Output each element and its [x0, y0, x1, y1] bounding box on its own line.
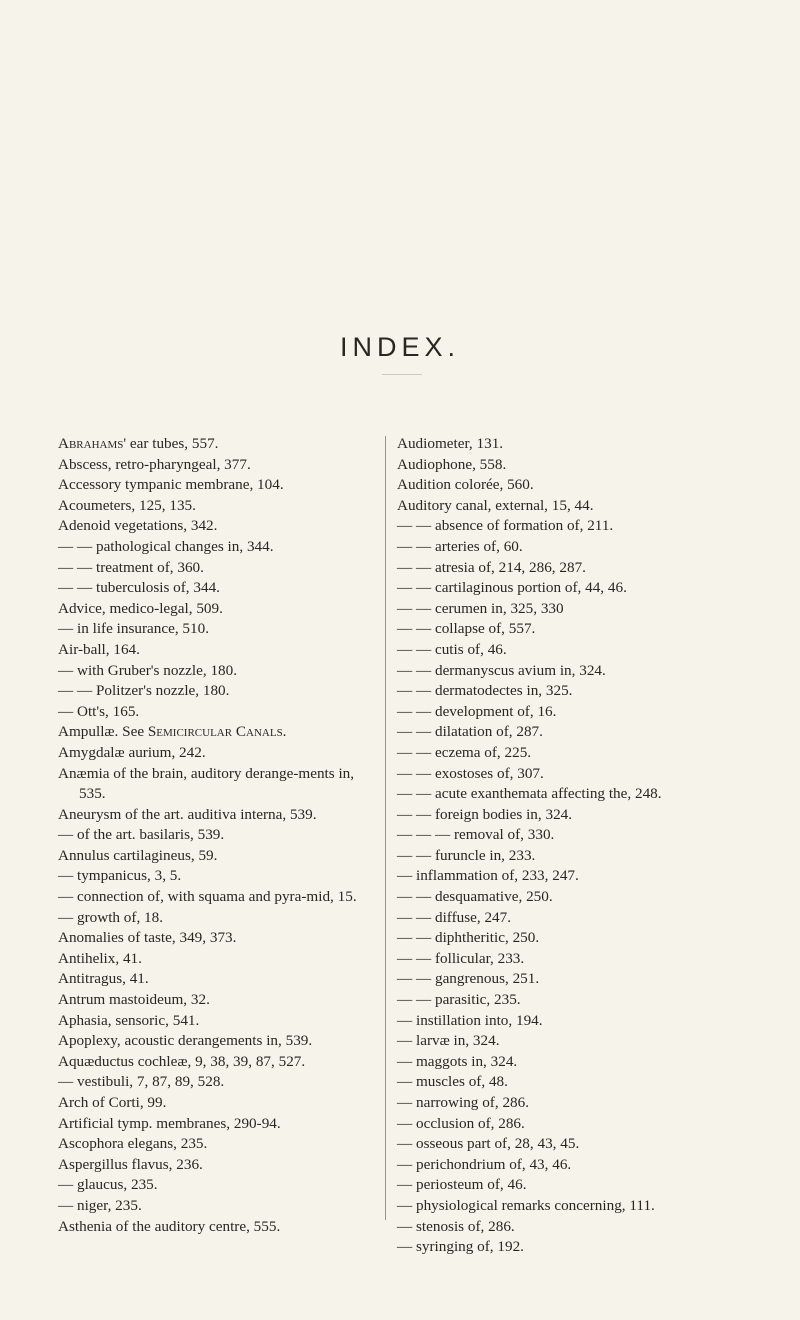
entry-text: — narrowing of, 286.	[397, 1094, 530, 1111]
index-entry	[397, 1134, 767, 1155]
entry-text: Adenoid vegetations, 342.	[58, 517, 218, 535]
entry-text: — — diphtheritic, 250.	[397, 929, 540, 947]
index-entry	[397, 1217, 767, 1238]
index-entry	[397, 1237, 767, 1258]
index-entry	[58, 764, 378, 805]
index-entry	[58, 1114, 378, 1135]
entry-text: — — dermatodectes in, 325.	[397, 682, 573, 700]
index-entry	[58, 455, 378, 476]
index-entry	[397, 537, 767, 558]
index-entry	[58, 887, 378, 908]
index-entry	[397, 1031, 767, 1052]
index-entry	[58, 722, 378, 743]
index-entry	[58, 516, 378, 537]
entry-text: — — cutis of, 46.	[397, 640, 507, 658]
entry-text: Artificial tymp. membranes, 290-94.	[58, 1114, 281, 1132]
entry-text: — — — removal of, 330.	[397, 826, 555, 844]
index-entry	[397, 764, 767, 785]
entry-text: — with Gruber's nozzle, 180.	[58, 661, 238, 679]
entry-text: — — treatment of, 360.	[58, 558, 204, 576]
index-entry	[58, 599, 378, 620]
index-entry	[58, 990, 378, 1011]
entry-lead-word: Abrahams	[58, 435, 124, 452]
index-entry	[58, 537, 378, 558]
index-entry	[58, 619, 378, 640]
index-column-right	[397, 434, 767, 1258]
entry-text: — syringing of, 192.	[397, 1238, 524, 1256]
page-title: INDEX.	[339, 332, 461, 362]
entry-text: — niger, 235.	[58, 1196, 142, 1214]
index-entry	[397, 578, 767, 599]
entry-cross-reference: Semicircular Canals.	[147, 723, 287, 741]
index-entry	[397, 496, 767, 517]
index-entry	[58, 681, 378, 702]
index-entry	[58, 866, 378, 887]
entry-text: Ampullæ. See	[58, 723, 148, 741]
index-entry	[58, 1093, 378, 1114]
index-entry	[397, 702, 767, 723]
index-entry	[58, 1031, 378, 1052]
entry-text: — — follicular, 233.	[397, 949, 525, 967]
index-entry	[397, 949, 767, 970]
index-entry	[58, 1175, 378, 1196]
index-entry	[397, 599, 767, 620]
entry-text: — perichondrium of, 43, 46.	[397, 1155, 572, 1173]
entry-text: ' ear tubes, 557.	[123, 435, 219, 452]
entry-text: Audition colorée, 560.	[397, 476, 534, 494]
entry-text: — — arteries of, 60.	[397, 537, 523, 555]
index-entry	[397, 434, 767, 455]
index-entry	[397, 1196, 767, 1217]
entry-text: — connection of, with squama and pyra-mid, 15.	[58, 888, 357, 906]
index-entry	[58, 1072, 378, 1093]
index-entry	[58, 1052, 378, 1073]
entry-text: — osseous part of, 28, 43, 45.	[397, 1135, 580, 1153]
entry-text: — periosteum of, 46.	[397, 1176, 527, 1194]
entry-text: — Ott's, 165.	[58, 702, 140, 720]
index-entry	[397, 743, 767, 764]
index-entry	[397, 928, 767, 949]
column-divider	[385, 436, 386, 1220]
entry-text: Advice, medico-legal, 509.	[58, 599, 223, 617]
index-entry	[397, 866, 767, 887]
index-entry	[58, 558, 378, 579]
index-entry	[58, 805, 378, 826]
entry-text: Antihelix, 41.	[58, 949, 142, 967]
entry-text: — vestibuli, 7, 87, 89, 528.	[58, 1073, 225, 1091]
entry-text: Asthenia of the auditory centre, 555.	[58, 1217, 281, 1235]
index-entry	[58, 475, 378, 496]
index-entry	[397, 784, 767, 805]
entry-text: — maggots in, 324.	[397, 1052, 518, 1070]
entry-text: — tympanicus, 3, 5.	[58, 867, 182, 885]
entry-text: — — development of, 16.	[397, 702, 557, 720]
index-entry	[397, 908, 767, 929]
index-entry	[397, 619, 767, 640]
entry-text: Apoplexy, acoustic derangements in, 539.	[58, 1032, 313, 1050]
entry-text: Anæmia of the brain, auditory derange-ments in, 535.	[58, 764, 355, 803]
index-entry	[58, 743, 378, 764]
index-entry	[397, 1052, 767, 1073]
index-entry	[58, 928, 378, 949]
entry-text: — glaucus, 235.	[58, 1176, 158, 1194]
title-underline	[382, 374, 422, 375]
entry-text: — — furuncle in, 233.	[397, 846, 536, 864]
entry-text: — — foreign bodies in, 324.	[397, 805, 573, 823]
index-entry	[397, 887, 767, 908]
entry-text: — occlusion of, 286.	[397, 1114, 525, 1132]
entry-text: — — Politzer's nozzle, 180.	[58, 682, 230, 700]
entry-text: Antitragus, 41.	[58, 970, 149, 988]
index-entry	[58, 846, 378, 867]
index-entry	[397, 1175, 767, 1196]
index-entry	[397, 805, 767, 826]
index-entry	[397, 1011, 767, 1032]
entry-text: — — acute exanthemata affecting the, 248.	[397, 785, 662, 803]
entry-text: — — dermanyscus avium in, 324.	[397, 661, 606, 679]
entry-text: Amygdalæ aurium, 242.	[58, 743, 206, 761]
index-entry	[58, 496, 378, 517]
index-entry	[58, 1155, 378, 1176]
entry-text: — — eczema of, 225.	[397, 743, 532, 761]
index-entry	[397, 1114, 767, 1135]
entry-text: Anomalies of taste, 349, 373.	[58, 929, 237, 947]
entry-text: Aneurysm of the art. auditiva interna, 539.	[58, 805, 317, 823]
index-entry	[397, 640, 767, 661]
index-entry	[58, 1196, 378, 1217]
index-entry	[397, 825, 767, 846]
index-entry	[397, 681, 767, 702]
index-entry	[397, 722, 767, 743]
index-entry	[397, 516, 767, 537]
entry-text: Annulus cartilagineus, 59.	[58, 846, 218, 864]
index-entry	[397, 475, 767, 496]
index-entry	[397, 1093, 767, 1114]
index-entry	[397, 990, 767, 1011]
entry-text: — muscles of, 48.	[397, 1073, 508, 1091]
index-entry	[58, 949, 378, 970]
entry-text: — — absence of formation of, 211.	[397, 517, 614, 535]
entry-text: — physiological remarks concerning, 111.	[397, 1196, 655, 1214]
index-entry	[58, 969, 378, 990]
entry-text: — growth of, 18.	[58, 908, 164, 926]
entry-text: Aspergillus flavus, 236.	[58, 1155, 203, 1173]
entry-text: — — exostoses of, 307.	[397, 764, 544, 782]
entry-text: — in life insurance, 510.	[58, 620, 209, 638]
entry-text: Arch of Corti, 99.	[58, 1094, 167, 1111]
entry-text: — — dilatation of, 287.	[397, 723, 543, 741]
entry-text: — — atresia of, 214, 286, 287.	[397, 558, 586, 576]
index-entry	[58, 578, 378, 599]
entry-text: — — tuberculosis of, 344.	[58, 579, 220, 597]
entry-text: — larvæ in, 324.	[397, 1032, 500, 1050]
index-entry	[58, 1011, 378, 1032]
entry-text: — stenosis of, 286.	[397, 1217, 515, 1235]
entry-text: — inflammation of, 233, 247.	[397, 867, 579, 885]
entry-text: — — pathological changes in, 344.	[58, 537, 274, 555]
entry-text: — — diffuse, 247.	[397, 908, 512, 926]
entry-text: Antrum mastoideum, 32.	[58, 991, 210, 1009]
entry-text: — — cartilaginous portion of, 44, 46.	[397, 579, 627, 597]
entry-text: Aphasia, sensoric, 541.	[58, 1011, 200, 1029]
index-entry	[58, 661, 378, 682]
index-entry	[397, 455, 767, 476]
entry-text: Aquæductus cochleæ, 9, 38, 39, 87, 527.	[58, 1052, 306, 1070]
entry-text: — — cerumen in, 325, 330	[397, 599, 564, 617]
index-entry	[58, 825, 378, 846]
index-entry	[58, 1134, 378, 1155]
index-entry	[397, 661, 767, 682]
entry-text: — of the art. basilaris, 539.	[58, 826, 225, 844]
index-entry	[397, 969, 767, 990]
index-column-left	[58, 434, 378, 1237]
index-entry	[397, 846, 767, 867]
entry-text: — instillation into, 194.	[397, 1011, 543, 1029]
index-entry	[58, 1217, 378, 1238]
entry-text: Accessory tympanic membrane, 104.	[58, 476, 284, 494]
index-entry	[397, 1072, 767, 1093]
entry-text: Auditory canal, external, 15, 44.	[397, 496, 594, 514]
entry-text: Ascophora elegans, 235.	[58, 1135, 208, 1153]
entry-text: Acoumeters, 125, 135.	[58, 496, 196, 514]
entry-text: — — parasitic, 235.	[397, 991, 521, 1009]
entry-text: Audiophone, 558.	[397, 455, 507, 473]
entry-text: Audiometer, 131.	[397, 435, 504, 452]
index-entry	[58, 434, 378, 455]
entry-text: — — collapse of, 557.	[397, 620, 536, 638]
index-entry	[397, 558, 767, 579]
index-entry	[58, 640, 378, 661]
index-entry	[58, 908, 378, 929]
index-entry	[397, 1155, 767, 1176]
entry-text: Air-ball, 164.	[58, 640, 140, 658]
entry-text: — — desquamative, 250.	[397, 888, 553, 906]
entry-text: — — gangrenous, 251.	[397, 970, 540, 988]
index-entry	[58, 702, 378, 723]
entry-text: Abscess, retro-pharyngeal, 377.	[58, 455, 251, 473]
